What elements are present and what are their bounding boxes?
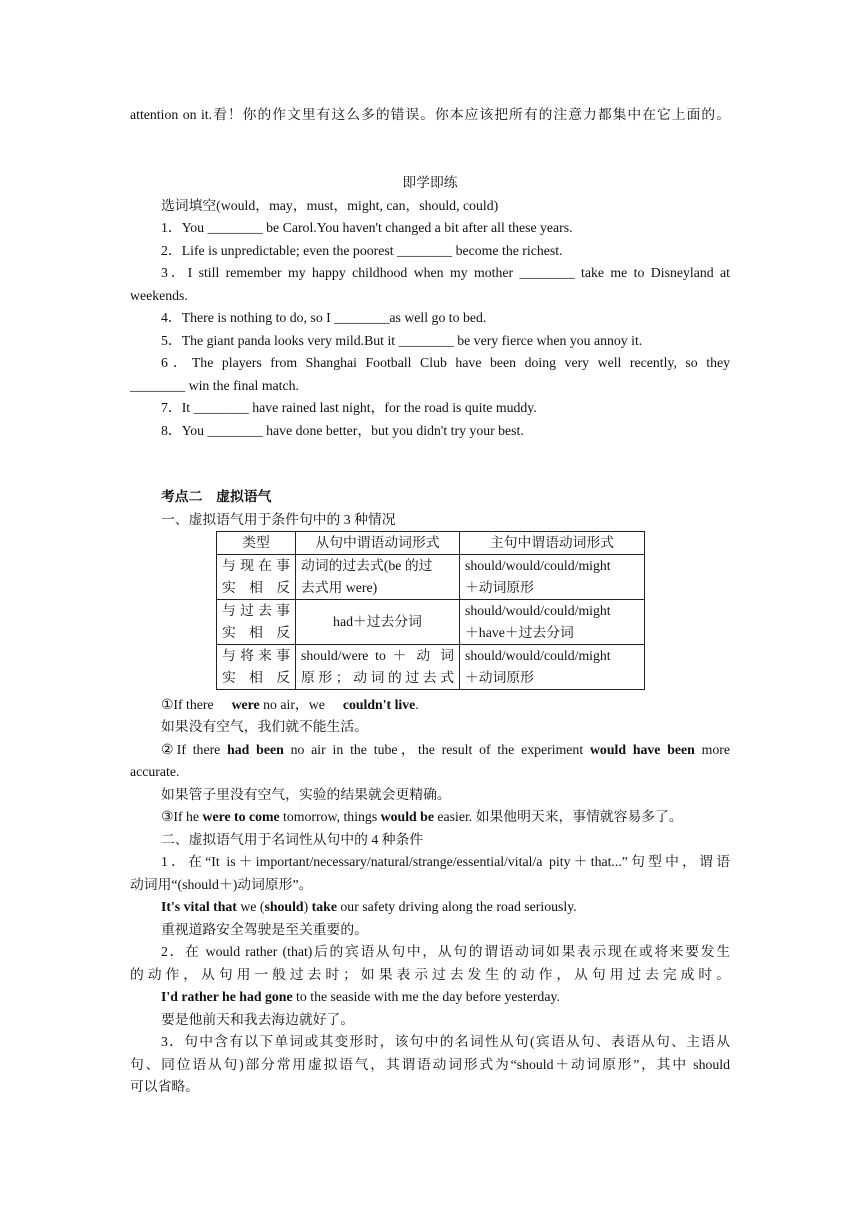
example-text: more — [694, 742, 730, 757]
example-3 — [161, 807, 730, 827]
header-clause-form: 从句中谓语动词形式 — [296, 532, 460, 555]
row-clause-cell — [296, 555, 460, 600]
example-text: we ( — [236, 899, 265, 914]
row-type-cell — [217, 555, 296, 600]
question-8: 8．You ________ have done better，but you didn't try your best. — [161, 423, 524, 438]
rule-1-line1: 1．在“It is＋important/necessary/natural/strange/essential/vital/a pity＋that...”句型中，谓语 — [161, 854, 730, 869]
row-type-line: 与现在事 — [222, 558, 290, 573]
header-main-form: 主句中谓语动词形式 — [460, 532, 645, 555]
question-3-line2: weekends. — [130, 288, 188, 303]
example-text: ) — [303, 899, 312, 914]
rule-3-line1: 3．句中含有以下单词或其变形时，该句中的名词性从句(宾语从句、表语从句、主语从 — [161, 1034, 730, 1049]
example-2-translation: 如果管子里没有空气，实验的结果就会更精确。 — [161, 787, 451, 802]
rule-3-line3: 可以省略。 — [130, 1079, 199, 1094]
example-4-translation: 重视道路安全驾驶是至关重要的。 — [161, 922, 368, 937]
rule-2-line1: 2．在 would rather (that)后的宾语从句中，从句的谓语动词如果表示现在或将来要发生 — [161, 944, 730, 959]
example-bold: had been — [227, 742, 284, 757]
row-main-line: ＋动词原形 — [465, 670, 534, 685]
example-bold: would be — [380, 809, 434, 824]
question-1: 1．You ________ be Carol.You haven't changed a bit after all these years. — [161, 220, 573, 235]
example-2-line2: accurate. — [130, 764, 180, 779]
intro-continuation-line: attention on it.看！你的作文里有这么多的错误。你本应该把所有的注意力都集中在它上面的。 — [130, 107, 730, 122]
row-clause-cell: had＋过去分词 — [296, 600, 460, 645]
example-text: ③If he — [161, 809, 203, 824]
row-main-cell — [460, 555, 645, 600]
question-2: 2．Life is unpredictable; even the poorest ________ become the richest. — [161, 243, 563, 258]
practice-heading: 即学即练 — [402, 175, 458, 190]
row-clause-line: 动词的过去式(be 的过 — [301, 558, 433, 573]
example-5-translation: 要是他前天和我去海边就好了。 — [161, 1012, 355, 1027]
example-1-translation: 如果没有空气，我们就不能生活。 — [161, 719, 368, 734]
example-text: ②If there — [161, 742, 228, 757]
example-text: easier. 如果他明天来，事情就容易多了。 — [433, 809, 683, 824]
row-type-line: 实相反 — [222, 670, 290, 685]
row-type-cell — [217, 645, 296, 690]
question-3-line1: 3．I still remember my happy childhood when my mother ________ take me to Disneyland at — [161, 265, 730, 280]
row-type-line: 与将来事 — [222, 648, 290, 663]
rule-3-line2: 句、同位语从句)部分常用虚拟语气，其谓语动词形式为“should＋动词原形”，其中 should — [130, 1057, 730, 1072]
row-clause-cell — [296, 645, 460, 690]
part-1-heading: 一、虚拟语气用于条件句中的 3 种情况 — [161, 512, 396, 527]
example-text: no air in the tube，the result of the experiment — [283, 742, 590, 757]
example-5 — [161, 987, 730, 1007]
row-type-line: 实相反 — [222, 580, 290, 595]
row-main-line: should/would/could/might — [465, 648, 611, 663]
table-row — [217, 645, 645, 690]
example-bold: It's vital that — [161, 899, 237, 914]
example-bold: take — [311, 899, 337, 914]
example-1 — [161, 695, 730, 715]
question-5: 5．The giant panda looks very mild.But it ________ be very fierce when you annoy it. — [161, 333, 643, 348]
row-main-cell — [460, 600, 645, 645]
row-type-line: 实相反 — [222, 625, 290, 640]
example-text: no air，we — [259, 697, 325, 712]
example-4 — [161, 897, 730, 917]
question-6-line2: ________ win the final match. — [130, 378, 299, 393]
question-6-line1: 6．The players from Shanghai Football Club have been doing very well recently, so they — [161, 355, 730, 370]
example-2-line1 — [161, 740, 730, 760]
example-text: tomorrow, things — [279, 809, 381, 824]
example-text: . — [415, 697, 419, 712]
row-main-line: should/would/could/might — [465, 603, 611, 618]
example-bold: couldn't live — [342, 697, 416, 712]
example-bold: were — [231, 697, 260, 712]
example-text: to the seaside with me the day before yesterday. — [292, 989, 560, 1004]
example-text: our safety driving along the road seriously. — [336, 899, 577, 914]
question-4: 4．There is nothing to do, so I ________as well go to bed. — [161, 310, 487, 325]
practice-instruction: 选词填空(would，may，must，might, can，should, could) — [161, 198, 499, 213]
row-main-line: should/would/could/might — [465, 558, 611, 573]
example-text: ①If there — [161, 697, 214, 712]
example-bold: should — [264, 899, 304, 914]
row-main-cell — [460, 645, 645, 690]
header-type: 类型 — [217, 532, 296, 555]
rule-2-line2: 的动作，从句用一般过去时；如果表示过去发生的动作，从句用过去完成时。 — [130, 967, 730, 982]
section-2-title: 考点二 虚拟语气 — [161, 489, 272, 504]
row-type-line: 与过去事 — [222, 603, 290, 618]
row-clause-line: should/were to ＋ 动 词 — [301, 648, 454, 663]
table-row — [217, 555, 645, 600]
table-header-row — [217, 532, 645, 555]
example-bold: would have been — [589, 742, 695, 757]
row-main-line: ＋动词原形 — [465, 580, 534, 595]
example-bold: I'd rather he had gone — [161, 989, 293, 1004]
conditional-forms-table — [216, 531, 645, 690]
rule-1-line2: 动词用“(should＋)动词原形”。 — [130, 877, 313, 892]
row-type-cell — [217, 600, 296, 645]
row-clause-line: 去式用 were) — [301, 580, 378, 595]
row-main-line: ＋have＋过去分词 — [465, 625, 574, 640]
example-bold: were to come — [202, 809, 280, 824]
row-clause-line: 原形；动词的过去式 — [301, 670, 454, 685]
question-7: 7．It ________ have rained last night，for the road is quite muddy. — [161, 400, 537, 415]
part-2-heading: 二、虚拟语气用于名词性从句中的 4 种条件 — [161, 832, 424, 847]
table-row — [217, 600, 645, 645]
